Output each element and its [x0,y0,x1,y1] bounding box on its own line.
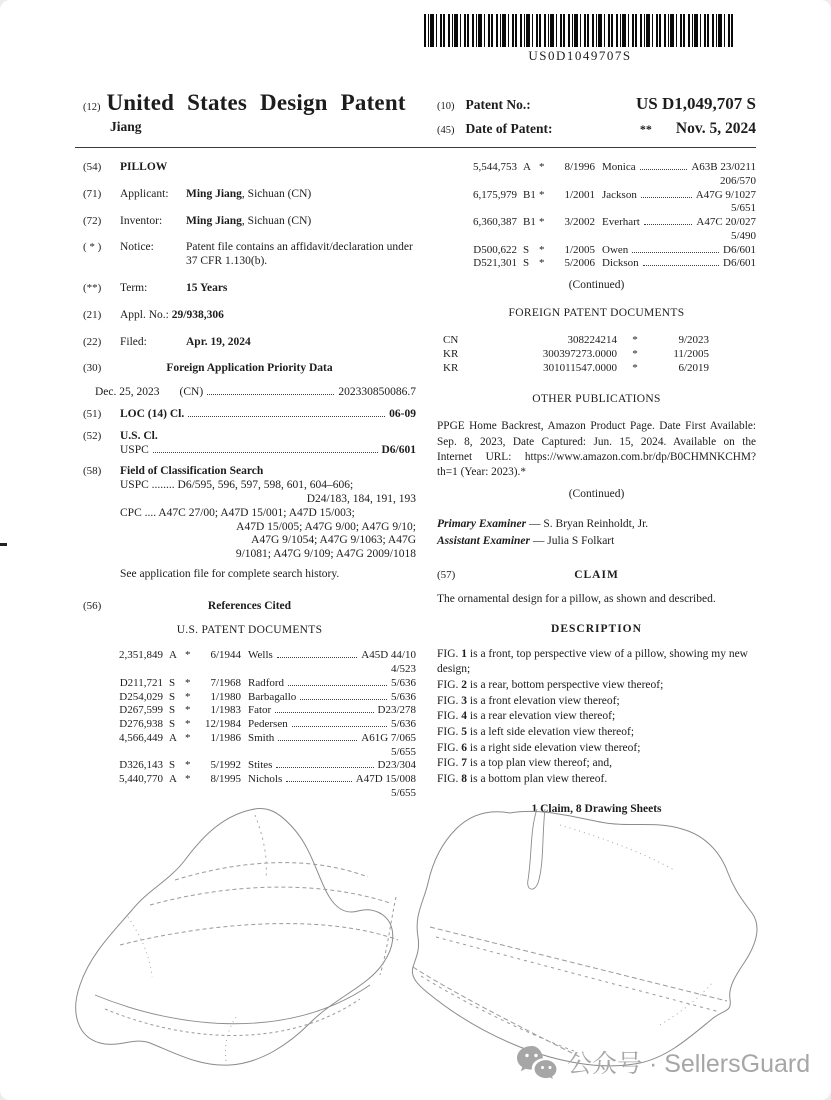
field-code: (56) [83,599,102,612]
assistant-examiner [437,533,756,550]
ref-number: D267,599 [119,704,163,717]
ref-class: D23/278 [377,704,416,717]
doc-number: 301011547.0000 [543,362,617,375]
fig-description [437,741,756,757]
figure-descriptions [437,647,756,788]
ref-name: Smith [248,731,275,744]
dot-leader [277,657,358,658]
dot-leader [153,452,378,453]
ref-class: 5/636 [390,718,416,731]
fig-label: FIG. [437,757,459,770]
ref-number: D326,143 [119,759,163,772]
application-number: 29/938,306 [171,308,224,321]
fig-label: FIG. [437,710,459,723]
field-code: (51) [83,407,102,420]
figure-1-drawing [76,809,398,1066]
ref-name: Nichols [248,773,283,786]
fcs-uspc-line: D24/183, 184, 191, 193 [306,492,416,505]
field-us-class [83,430,416,458]
ref-kind: S [169,690,176,703]
field-label: Notice: [120,241,154,254]
fig-text: is a front, top perspective view of a pillow, showing my new design; [437,647,748,676]
publication-line: Internet URL: https://www.amazon.com.br/dp/B0CHMNKCHM? [437,450,756,463]
inventor-surname: Jiang [110,119,142,134]
ref-date: 9/2023 [678,333,709,346]
fcs-cpc-line: A47G 9/1054; A47G 9/1063; A47G [251,534,416,547]
ref-name: Dickson [602,257,639,270]
dot-leader [300,699,387,700]
field-code: (**) [83,281,102,294]
ref-date: 1/2005 [564,243,595,256]
patent-no-value: US D1,049,707 S [636,94,756,113]
filing-date: Apr. 19, 2024 [186,335,251,348]
table-row [437,347,756,361]
ref-number: D276,938 [119,718,163,731]
country-code: KR [443,362,459,375]
ref-star: * [539,188,545,201]
ref-date: 1/1986 [210,731,241,744]
loc-value: 06-09 [389,407,416,420]
uspc-value: D6/601 [381,443,416,456]
fig-number: 8 [461,772,468,785]
table-row [437,257,756,271]
ref-date: 7/1968 [210,676,241,689]
table-row [83,718,416,732]
fig-label: FIG. [437,741,459,754]
ref-class: A45D 44/10 [361,649,416,662]
ref-number: 6,175,979 [473,188,517,201]
fcs-uspc-line: USPC ........ D6/595, 596, 597, 598, 601, 604–606; [120,479,354,492]
watermark-text: 公众号 · SellersGuard [567,1050,811,1078]
ref-kind: S [169,704,176,717]
priority-heading-row [83,362,416,376]
claim-text: The ornamental design for a pillow, as shown and described. [437,593,716,606]
ref-kind: A [169,731,177,744]
dot-leader [632,252,719,253]
us-references-left [83,649,416,800]
dot-leader [288,685,387,686]
field-code: (22) [83,335,102,348]
ref-kind: B1 [523,216,536,228]
ref-star: * [539,216,545,228]
ref-name: Barbagallo [248,690,297,703]
dot-leader [276,767,373,768]
dot-leader [207,394,334,395]
fig-number: 2 [461,679,468,692]
ref-date: 5/1992 [210,759,241,772]
left-column [83,161,416,801]
ref-kind: S [523,243,530,256]
scan-artifact [0,543,7,546]
ref-date: 1/2001 [564,188,595,201]
applicant-location: , Sichuan (CN) [241,187,312,200]
inventor-location: , Sichuan (CN) [241,214,312,227]
ref-star: * [632,333,638,346]
priority-entry [83,386,416,400]
fig-description [437,678,756,694]
priority-country: (CN) [179,386,204,399]
ref-class-2: 206/570 [719,174,756,187]
ref-number: 2,351,849 [119,649,163,662]
field-term [83,282,416,296]
ref-class: D23/304 [377,759,416,772]
ref-star: * [185,731,191,744]
ref-class: 5/636 [390,676,416,689]
fig-number: 5 [461,725,468,738]
ref-class: A47C 20/027 [696,216,756,228]
field-code: (58) [83,465,102,478]
wechat-icon [516,1045,558,1079]
applicant-name: Ming Jiang [186,187,242,200]
ref-number: 5,544,753 [473,161,517,173]
ref-star: * [632,347,638,360]
field-code: (54) [83,161,102,173]
barcode-text: US0D1049707S [528,48,632,63]
references-heading: References Cited [207,599,292,612]
ref-number: D211,721 [119,676,163,689]
description-heading: DESCRIPTION [551,623,642,636]
ref-number: D521,301 [473,257,517,270]
ref-kind: A [523,161,531,173]
us-patents-heading: U.S. PATENT DOCUMENTS [176,623,323,636]
field-inventor [83,215,416,229]
ref-class-2: 5/651 [730,202,756,215]
ref-class-2: 5/655 [390,745,416,758]
examiner-name: — S. Bryan Reinholdt, Jr. [529,518,649,531]
field-appl-no [83,309,416,323]
examiner-name: — Julia S Folkart [532,534,615,547]
field-code: (57) [437,569,456,582]
ref-number: D500,622 [473,243,517,256]
patent-no-code: (10) [437,101,455,112]
fig-label: FIG. [437,772,459,785]
fig-text: is a left side elevation view thereof; [469,725,635,738]
dot-leader [292,726,387,727]
ref-date: 5/2006 [564,257,595,270]
table-row [83,732,416,746]
ref-class: 5/636 [390,690,416,703]
primary-examiner [437,516,756,533]
field-applicant [83,188,416,202]
ref-name: Stites [248,759,273,772]
date-label: Date of Patent: [465,121,553,136]
fig-text: is a rear elevation view thereof; [469,710,616,723]
header-right [437,94,756,144]
claim-heading: CLAIM [574,569,619,582]
fig-label: FIG. [437,647,459,660]
ref-class-2: 5/655 [390,786,416,799]
patent-no-label: Patent No.: [465,97,531,112]
ref-star: * [632,362,638,375]
other-publications [437,419,756,480]
priority-heading: Foreign Application Priority Data [166,362,333,375]
publication-line: th=1 (Year: 2023).* [437,466,527,479]
ref-date: 8/1995 [210,773,241,786]
field-label: Appl. No.: [120,308,169,321]
ref-name: Pedersen [248,718,288,731]
field-code: (52) [83,429,102,442]
fcs-label: Field of Classification Search [120,465,264,478]
inventor-name: Ming Jiang [186,214,242,227]
dot-leader [188,416,385,417]
ref-class: A63B 23/0211 [691,161,756,173]
ref-star: * [539,257,545,270]
fig-number: 4 [461,710,468,723]
ref-star: * [185,676,191,689]
us-cl-label: U.S. Cl. [120,429,158,442]
field-loc-class [83,408,416,422]
dot-leader [643,265,719,266]
fig-label: FIG. [437,694,459,707]
ref-date: 6/1944 [210,649,241,662]
ref-class-2: 4/523 [390,663,416,676]
ref-number: 5,440,770 [119,773,163,786]
ref-date: 6/2019 [678,362,709,375]
continued-note: (Continued) [568,488,625,501]
term-value: 15 Years [186,281,228,294]
country-code: KR [443,347,459,360]
examiners-block [437,516,756,549]
right-column [437,161,756,817]
ref-class-2: 5/490 [730,229,756,242]
table-row [437,333,756,347]
publication-line: Sep. 8, 2023, Date Captured: Jun. 15, 2024. Available on the [437,435,756,448]
dot-leader [275,712,373,713]
field-code: (72) [83,214,102,227]
other-publications-heading: OTHER PUBLICATIONS [532,393,661,406]
fig-label: FIG. [437,679,459,692]
fcs-note: See application file for complete search history. [120,567,340,580]
table-row [437,244,756,258]
ref-class: A47D 15/008 [355,773,416,786]
fig-text: is a top plan view thereof; and, [469,757,613,770]
publication-line: PPGE Home Backrest, Amazon Product Page. Date First Available: [437,420,756,433]
field-filed [83,336,416,350]
ref-name: Everhart [602,216,640,228]
fig-description [437,709,756,725]
dot-leader [644,224,693,225]
kind-code: (12) [83,102,101,113]
ref-class: D6/601 [723,257,756,270]
field-title [83,161,416,175]
ref-class: A61G 7/065 [361,731,416,744]
continued-note: (Continued) [568,279,625,291]
ref-date: 1/1980 [210,690,241,703]
dot-leader [641,197,692,198]
ref-star: * [185,759,191,772]
ref-date: 8/1996 [564,161,595,173]
fig-description [437,725,756,741]
page-title: United States Design Patent [106,90,406,115]
field-label: Applicant: [120,187,169,200]
fcs-cpc-line: CPC .... A47C 27/00; A47D 15/001; A47D 15/003; [120,506,355,519]
ref-name: Monica [602,161,636,173]
fig-number: 3 [461,694,468,707]
ref-number: 4,566,449 [119,731,163,744]
field-notice [83,241,416,269]
doc-number: 308224214 [567,333,617,346]
fig-text: is a right side elevation view thereof; [469,741,641,754]
invention-title: PILLOW [120,161,168,173]
ref-name: Owen [602,243,629,256]
ref-name: Jackson [602,188,637,201]
fig-description [437,694,756,710]
doc-number: 300397273.0000 [542,347,617,360]
fcs-cpc-line: 9/1081; A47G 9/109; A47G 2009/1018 [235,548,416,561]
fig-description [437,756,756,772]
ref-star: * [185,649,191,662]
examiner-label: Primary Examiner [437,518,527,531]
fig-text: is a rear, bottom perspective view thereof; [469,679,664,692]
table-row [437,361,756,375]
uspc-label: USPC [120,443,149,456]
table-row [83,704,416,718]
field-label: Term: [120,281,148,294]
field-code: (21) [83,308,102,321]
fig-text: is a front elevation view thereof; [469,694,620,707]
dot-leader [286,781,352,782]
ref-star: * [185,704,191,717]
dot-leader [640,169,688,170]
fig-description [437,772,756,788]
field-classification-search [83,465,416,581]
field-label: Filed: [120,335,147,348]
notice-text: Patent file contains an affidavit/declaration under 37 CFR 1.130(b). [186,241,413,268]
term-extension-stars: ** [639,122,652,136]
fig-text: is a bottom plan view thereof. [469,772,608,785]
ref-star: * [539,243,545,256]
fig-number: 1 [461,647,468,660]
date-value: Nov. 5, 2024 [675,120,756,137]
priority-number: 202330850086.7 [338,386,416,399]
ref-star: * [539,161,545,173]
fig-number: 6 [461,741,468,754]
ref-kind: S [523,257,530,270]
table-row [437,189,756,203]
ref-kind: S [169,676,176,689]
field-code: ( * ) [83,241,102,254]
ref-date: 1/1983 [210,704,241,717]
fcs-cpc-line: A47D 15/005; A47G 9/00; A47G 9/10; [236,520,416,533]
ref-date: 3/2002 [564,216,595,228]
foreign-patents-heading: FOREIGN PATENT DOCUMENTS [508,306,685,319]
us-references-right [437,161,756,271]
foreign-references [437,333,756,376]
examiner-label: Assistant Examiner [437,534,530,547]
table-row [83,691,416,705]
ref-class: D6/601 [723,243,756,256]
ref-kind: A [169,773,177,786]
country-code: CN [443,333,459,346]
ref-date: 12/1984 [204,718,241,731]
field-code: (30) [83,362,102,375]
date-code: (45) [437,125,455,136]
table-row [83,773,416,787]
ref-number: 6,360,387 [473,216,517,228]
watermark [516,1044,810,1080]
ref-kind: B1 [523,188,536,201]
sheets-note: 1 Claim, 8 Drawing Sheets [531,803,662,816]
ref-date: 11/2005 [673,347,709,360]
dot-leader [278,740,357,741]
table-row [83,649,416,663]
ref-star: * [185,718,191,731]
fig-description [437,647,756,678]
ref-kind: S [169,718,176,731]
header-left [83,90,423,135]
field-label: Inventor: [120,214,163,227]
ref-name: Wells [248,649,273,662]
ref-name: Fator [248,704,272,717]
fig-label: FIG. [437,725,459,738]
ref-number: D254,029 [119,690,163,703]
claim-heading-row [437,569,756,583]
fig-number: 7 [461,757,468,770]
references-heading-row [83,600,416,614]
ref-star: * [185,690,191,703]
table-row [83,759,416,773]
barcode [424,14,736,47]
loc-label: LOC (14) Cl. [120,407,185,420]
ref-kind: A [169,649,177,662]
ref-name: Radford [248,676,285,689]
ref-class: A47G 9/1027 [695,188,756,201]
priority-date: Dec. 25, 2023 [95,386,160,399]
ref-star: * [185,773,191,786]
header-divider [75,147,756,148]
field-code: (71) [83,187,102,200]
table-row [437,161,756,175]
table-row [83,677,416,691]
description-heading-row [437,623,756,637]
table-row [437,216,756,230]
ref-kind: S [169,759,176,772]
figure-2-drawing [412,809,757,1066]
